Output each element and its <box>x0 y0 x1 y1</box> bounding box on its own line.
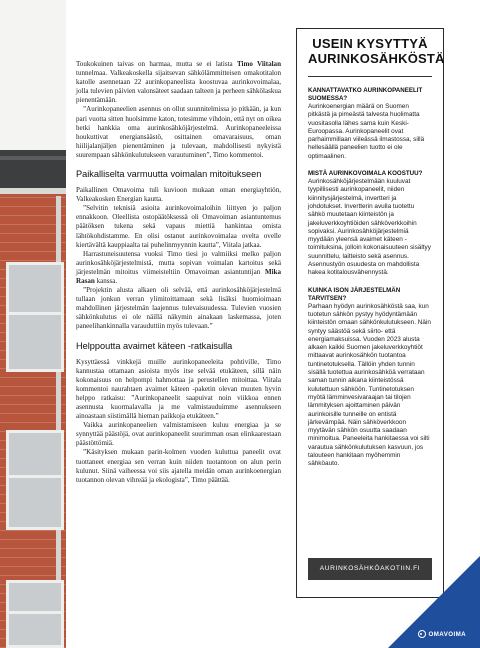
person-name: Timo Viitalan <box>236 60 282 68</box>
text: tunnelmaa. Valkeakoskella sijaitsevan sähkölämmitteisen omakotitalon katolle asennetaan 22 aurinkopaneelista koostuvaa aurinkovoimalaa, jolla tulevien päivien valonsäteet saadaan talteen ja perheen sähkölaskua pienentämään. <box>76 69 281 105</box>
brand-name: OMAVOIMA <box>428 630 466 638</box>
omavoima-logo-icon <box>418 630 426 638</box>
article-paragraph: ”Selvitin teknisiä asioita aurinkovoimaloihin liittyen jo paljon ennakkoon. Oleellista ostopäätöksessä oli Omavoiman asiantuntemus päätöksen tukena sekä vapaus miettiä hankintaa omista lähtökohdistamme. En olisi ostanut aurinkovoimalaa ovelta ovelle kiertävältä kauppiaalta tai puhelinmyynnin kautta”, Viitala jatkaa. <box>76 204 281 249</box>
text: Harrastuneisuutensa vuoksi Timo tiesi jo valmiiksi melko paljon aurinkosähköjärjestelmistä, mutta sopivan voimalan kartoitus sekä järjestelmän mitoitus viimeisteltiin Omavoiman asiantuntijan <box>76 249 281 276</box>
section-heading: Helppoutta avaimet käteen -ratkaisulla <box>76 340 233 351</box>
faq-answer: Aurinkosähköjärjestelmään kuuluvat tyypillisesti aurinkopaneelit, niiden kiinnitysjärjestelmä, invertteri ja johdotukset. Invertterin avulla tuotettu sähkö muutetaan kiinteistön ja jakeluverkkoyhtiöiden sähköverkkoihin sopivaksi. Aurinkosähköjärjestelmiä myydään yleensä avaimet käteen -toimituksina, jolloin kokonaisuuteen sisältyy suunnittelu, laitteisto sekä asennus. Asennustyön osuudesta on mahdollista hakea kotitalousvähennystä. <box>308 178 431 277</box>
article-paragraph: ”Projektin alusta alkaen oli selvää, että aurinkosähköjärjestelmä tullaan jonkun verran ylimitoittamaan sekä lisäksi huomioimaan mahdollinen järjestelmän laajennus tulevaisuudessa. Tulevien vuosien sähkönkulutus ei ole näillä näkymin ainakaan laskemassa, joten paneelihankinnalla varauduttiin myös tulevaan.” <box>76 286 281 331</box>
photo-window <box>6 580 64 648</box>
omavoima-logo <box>418 630 466 638</box>
article-paragraph: Vaikka aurinkopaneelien valmistamiseen kuluu energiaa ja se synnyttää päästöjä, ovat aurinkopaneelit suurimman osan elinkaarestaan päästöttömiä. <box>76 421 281 448</box>
faq-question: MISTÄ AURINKOVOIMALA KOOSTUU? <box>308 170 423 178</box>
website-link-button[interactable]: AURINKOSÄHKÖAKOTIIN.FI <box>308 558 432 580</box>
person-name: Mika Rasan <box>76 267 281 285</box>
article-paragraph <box>76 250 281 286</box>
house-photo <box>0 0 66 648</box>
divider <box>308 76 432 77</box>
article-paragraph: Paikallinen Omavoima tuli kuvioon mukaan oman energiayhtiön, Valkeakosken Energian kautta. <box>76 186 281 204</box>
faq-answer: Parhaan hyödyn aurinkosähköstä saa, kun tuotetun sähkön pystyy hyödyntämään kiinteistön omaan sähkönkulutukseen. Näin syntyy säästöä sekä siirto- että energiamaksuissa. Vuoden 2023 alusta alkaen kaikki Suomen jakeluverkkoyhtiöt mittaavat aurinkosähkön tuotantoa tuntinetotuksella. Tällöin yhden tunnin sisällä tuotettua aurinkosähköä verrataan saman tunnin aikana kiinteistössä kulutettuun sähköön. Tuntinetotuksen myötä lämminvesivaraajan tai tilojen lämmityksen ajoittaminen päivän aurinkoisille tunneille on entistä järkevämpää. Näin sähköverkkoon myytävän sähkön osuutta saadaan minimoitua. Paneeleita hankitaessa voi silti varautua sähkönkulutuksen kasvuun, jos talouteen hankitaan myöhemmin sähköauto. <box>308 302 431 468</box>
article-body <box>76 60 281 485</box>
sidebar-title-line: AURINKOSÄHKÖSTÄ <box>308 51 445 66</box>
photo-window <box>6 262 64 372</box>
faq-question: KUINKA ISON JÄRJESTELMÄN TARVITSEN? <box>308 286 401 302</box>
text: Toukokuinen taivas on harmaa, mutta se ei latista <box>76 60 237 68</box>
sidebar-title <box>308 36 445 66</box>
article-paragraph: Kysyttäessä vinkkejä muille aurinkopaneeleita pohtiville, Timo kannustaa ottamaan asioista myös itse selvää etukäteen, sillä näin kokonaisuus on helpompi hahmottaa ja perustellen mitoittaa. Viitala kommentoi naurahtaen avaimet käteen -paketin olevan muuten hyvin helppo ratkaisu: ”Aurinkopaneelit saapuivat noin viikkoa ennen asennusta kuormalavalla ja me valmistauduimme asennukseen ainoastaan siistimällä hieman paikkoja etukäteen.” <box>76 357 281 421</box>
article-paragraph: ”Aurinkopaneelien asennus on ollut suunnitelmissa jo pitkään, ja kun pari vuotta sitten huolsimme katon, totesimme vihdoin, että nyt on oikea hetki hankkia oma aurinkosähköjärjestelmä. Aurinkopaneeleissa houkuttivat energiansäästö, osittainen omavaraisuus, oman hiilijalanjäljen pienentäminen ja tulevaan, mahdollisesti nykyistä suurempaan sähkönkulutukseen varautuminen”, Timo kommentoi. <box>76 105 281 159</box>
faq-sidebar <box>296 28 444 598</box>
faq-question: KANNATTAVATKO AURINKOPANEELIT SUOMESSA? <box>308 87 423 102</box>
article-paragraph: ”Käsityksen mukaan parin-kolmen vuoden kuluttua paneelit ovat tuottaneet energiaa sen verran kuin niiden tuotantoon on alun perin kulunut. Siinä vaiheessa voi siis ajatella meidän oman aurinkoenergian tuotannon olevan vihreää ja ekologista”, Timo päättää. <box>76 448 281 484</box>
photo-window <box>6 430 64 530</box>
section-heading: Paikalliselta varmuutta voimalan mitoitukseen <box>76 169 262 180</box>
photo-sky <box>0 0 66 160</box>
faq-answer: Aurinkoenergian määrä on Suomen pitkästä ja pimeästä talvesta huolimatta vuositasolla lähes sama kuin Keski-Euroopassa. Aurinkopaneelit ovat parhaimmillaan viileässä ilmastossa, sillä hellesäällä paneelien tuotto ei ole optimaalinen. <box>308 103 425 160</box>
article-paragraph <box>76 60 281 105</box>
sidebar-title-line: USEIN KYSYTTYÄ <box>312 36 428 51</box>
text: kanssa. <box>94 276 118 285</box>
